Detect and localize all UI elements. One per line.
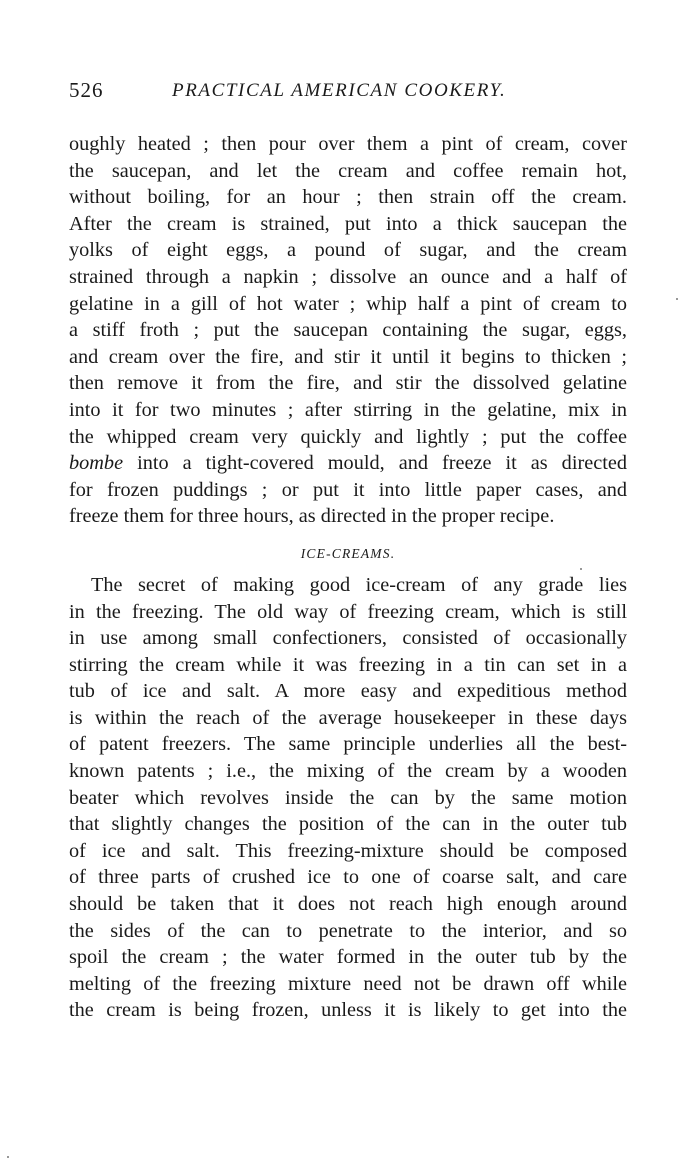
text-line: oughly heated ; then pour over them a pint of cream, cover bbox=[69, 133, 627, 155]
text-line: The secret of making good ice-cream of any grade lies bbox=[91, 573, 627, 596]
text-line: of three parts of crushed ice to one of coarse salt, and care bbox=[69, 866, 627, 889]
paper-speck bbox=[580, 568, 582, 570]
text-line: in use among small confectioners, consisted of occasionally bbox=[69, 627, 627, 650]
running-head bbox=[69, 78, 627, 106]
text-line: for frozen puddings ; or put it into little paper cases, and bbox=[69, 478, 627, 501]
text-line: that slightly changes the position of the can in the outer tub bbox=[69, 813, 627, 836]
text-line: strained through a napkin ; dissolve an ounce and a half of bbox=[69, 265, 627, 288]
ice-creams-paragraph bbox=[69, 572, 627, 1024]
text-line: yolks of eight eggs, a pound of sugar, and the cream bbox=[69, 239, 627, 262]
text-line: the whipped cream very quickly and lightly ; put the coffee bbox=[69, 425, 627, 448]
text-line: and cream over the fire, and stir it until it begins to thicken ; bbox=[69, 345, 627, 368]
text-line: in the freezing. The old way of freezing cream, which is still bbox=[69, 600, 627, 623]
text-line: the saucepan, and let the cream and coffee remain hot, bbox=[69, 159, 627, 182]
text-line: of ice and salt. This freezing-mixture should be composed bbox=[69, 839, 627, 862]
italic-word-bombe: bombe bbox=[69, 452, 124, 475]
text-line-with-italic bbox=[69, 450, 627, 477]
text-line: spoil the cream ; the water formed in the outer tub by the bbox=[69, 946, 627, 969]
text-line-rest: into a tight-covered mould, and freeze it as directed bbox=[137, 452, 627, 475]
text-line: After the cream is strained, put into a thick saucepan the bbox=[69, 212, 627, 235]
text-line: tub of ice and salt. A more easy and expeditious method bbox=[69, 680, 627, 703]
text-line: then remove it from the fire, and stir the dissolved gelatine bbox=[69, 372, 627, 395]
text-line: is within the reach of the average housekeeper in these days bbox=[69, 706, 627, 729]
text-line: gelatine in a gill of hot water ; whip half a pint of cream to bbox=[69, 292, 627, 315]
page-number: 526 bbox=[69, 78, 104, 102]
text-line: without boiling, for an hour ; then strain off the cream. bbox=[69, 186, 627, 209]
text-line: beater which revolves inside the can by the same motion bbox=[69, 786, 627, 809]
text-line: should be taken that it does not reach high enough around bbox=[69, 893, 627, 916]
recipe-continuation-paragraph bbox=[69, 131, 627, 530]
text-line: into it for two minutes ; after stirring in the gelatine, mix in bbox=[69, 398, 627, 421]
text-line: stirring the cream while it was freezing in a tin can set in a bbox=[69, 653, 627, 676]
text-line: freeze them for three hours, as directed in the proper recipe. bbox=[69, 505, 555, 528]
text-line: the cream is being frozen, unless it is likely to get into the bbox=[69, 999, 627, 1022]
text-line: melting of the freezing mixture need not be drawn off while bbox=[69, 972, 627, 995]
text-line: of patent freezers. The same principle underlies all the best- bbox=[69, 733, 627, 756]
section-heading: ICE-CREAMS. bbox=[300, 545, 396, 561]
running-title: PRACTICAL AMERICAN COOKERY. bbox=[172, 80, 507, 101]
text-line: known patents ; i.e., the mixing of the cream by a wooden bbox=[69, 760, 627, 783]
paper-speck bbox=[7, 1156, 9, 1158]
paper-speck bbox=[676, 298, 678, 300]
text-line: the sides of the can to penetrate to the interior, and so bbox=[69, 919, 627, 942]
text-line: a stiff froth ; put the saucepan containing the sugar, eggs, bbox=[69, 319, 627, 342]
book-page bbox=[69, 78, 627, 1024]
